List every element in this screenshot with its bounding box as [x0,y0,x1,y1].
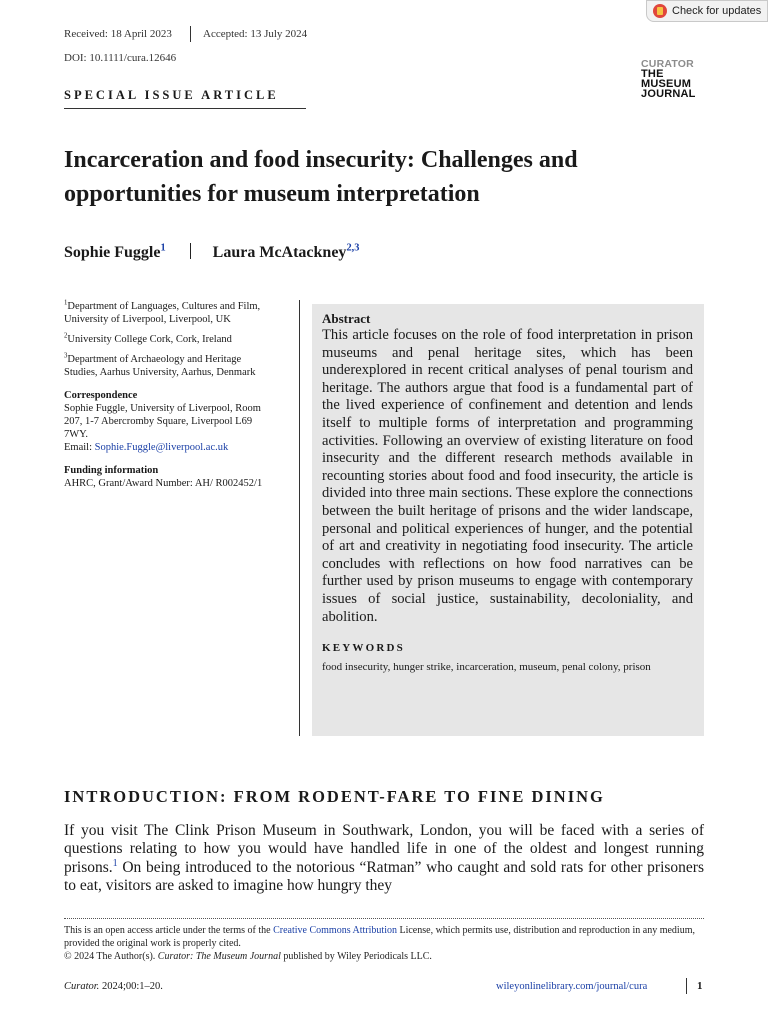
doi[interactable]: DOI: 10.1111/cura.12646 [64,52,177,64]
correspondence-email: Email: Sophie.Fuggle@liverpool.ac.uk [64,442,229,453]
author-affiliation-ref[interactable]: 2,3 [346,242,360,254]
license-link[interactable]: Creative Commons Attribution [273,925,397,936]
author-name: Sophie Fuggle [64,244,161,261]
footnote-ref[interactable]: 1 [112,857,118,869]
accepted-date: Accepted: 13 July 2024 [203,28,308,40]
email-link[interactable]: Sophie.Fuggle@liverpool.ac.uk [94,442,229,453]
logo-line-2: THE [641,68,664,80]
abstract-box [312,304,704,736]
keywords-heading: KEYWORDS [322,642,405,655]
license-note: This is an open access article under the terms of the Creative Commons Attribution License, which permits use, distribution and reproduction in any medium, provided the original work is properly cited. © 2024 The Author(s). Curator: The Museum Journal published by Wiley Periodicals LLC. [64,925,695,962]
section-label: SPECIAL ISSUE ARTICLE [64,88,279,102]
affiliation: $^2$University College Cork, Cork, Ireland [64,332,232,345]
correspondence-heading: Correspondence [64,390,138,401]
keywords-text: food insecurity, hunger strike, incarceration, museum, penal colony, prison [322,661,651,674]
abstract-text: This article focuses on the role of food interpretation in prison museums and penal heritage sites, which has been underexplored in recent critical analyses of penal tourism and heritage. The authors argue that food is a fundamental part of the lived experience of confinement and detention and lends itself to multiple forms of interpretation and programming activities. Following an overview of existing literature on food insecurity and the different research methods available in recounting stories about food and food insecurity, the article is divided into three main sections. These explore the connections between the built heritage of prisons and the wider landscape, personal and political experiences of hunger, and the potential of art and creativity in negotiating food insecurity. The article concludes with reflections on how food narratives can be further used by prison museums to engage with contemporary issues of social justice, sustainability, decoloniality, and abolition. [322,327,693,625]
article-info-column [64,300,276,497]
logo-line-4: JOURNAL [641,88,696,100]
introduction-heading: INTRODUCTION: FROM RODENT-FARE TO FINE DINING [64,787,605,806]
author-name: Laura McAtackney [212,244,347,261]
journal-url-link[interactable]: wileyonlinelibrary.com/journal/cura [496,981,648,992]
affiliation: $^3$Department of Archaeology and Heritage Studies, Aarhus University, Aarhus, Denmark [64,352,256,378]
author-affiliation-ref[interactable]: 1 [160,242,166,254]
meta-divider [190,26,191,42]
logo-line-3: MUSEUM [641,78,692,90]
correspondence-text: Sophie Fuggle, University of Liverpool, Room 207, 1-7 Abercromby Square, Liverpool L69 7WY. [64,403,261,440]
citation: Curator. 2024;00:1–20. [64,981,163,992]
page-number: 1 [697,980,703,992]
column-divider [299,300,300,736]
abstract-heading: Abstract [322,311,371,326]
footer-divider [686,978,687,994]
author-list [64,243,359,262]
logo-line-1: CURATOR [641,58,694,70]
check-for-updates-button[interactable] [646,0,768,22]
introduction-text: If you visit The Clink Prison Museum in Southwark, London, you will be faced with a series of questions relating to how you would have handled life in one of the oldest and longest running prisons.$^1$ On being introduced to the notorious “Ratman” who caught and sold rats for other prisoners to eat, visitors are asked to imagine how hungry they [64,822,704,894]
crossmark-icon [653,4,667,18]
affiliation: $^1$Department of Languages, Cultures and Film, University of Liverpool, Liverpool, UK [64,299,261,325]
article-title: Incarceration and food insecurity: Challenges and opportunities for museum interpretation [64,147,578,207]
funding-heading: Funding information [64,465,159,476]
author-divider [190,243,191,259]
funding-text: AHRC, Grant/Award Number: AH/ R002452/1 [64,478,263,489]
received-date: Received: 18 April 2023 [64,28,172,40]
section-underline [64,108,306,109]
journal-logo [641,59,696,99]
check-for-updates-label: Check for updates [672,5,762,17]
footnote-divider [64,918,704,919]
